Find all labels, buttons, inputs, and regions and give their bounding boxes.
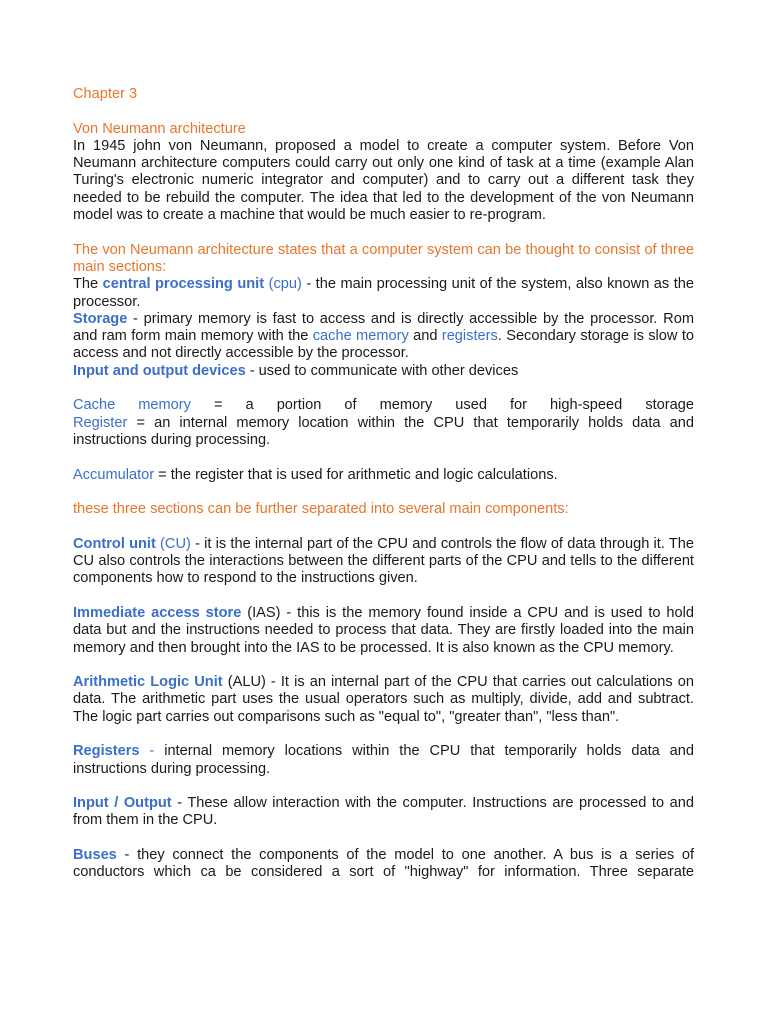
storage-paragraph	[73, 311, 694, 363]
sections-heading: The von Neumann architecture states that a computer system can be thought to consist of three main sections:	[73, 241, 694, 275]
io-text: - used to communicate with other devices	[245, 362, 519, 379]
io-component-text: - These allow interaction with the computer. Instructions are processed to and from them in the CPU.	[73, 795, 694, 829]
cpu-text: - the main processing unit of the system, also known as the processor.	[73, 276, 694, 310]
cu-text: - it is the internal part of the CPU and controls the flow of data through it. The CU also controls the interactions between the different parts of the CPU and tells to the different components how to respond to the instructions given.	[73, 535, 694, 587]
ias-term: Immediate access store	[73, 604, 242, 621]
registers-link: registers	[441, 328, 498, 345]
document-page	[73, 86, 694, 882]
register-text: = an internal memory location within the CPU that temporarily holds data and instructions during processing.	[73, 414, 694, 448]
register-term: Register	[73, 414, 128, 431]
registers-dash: -	[139, 743, 155, 760]
register-definition	[73, 415, 694, 450]
alu-term: Arithmetic Logic Unit	[73, 674, 223, 691]
accumulator-definition	[73, 467, 694, 484]
cpu-term: central processing unit	[102, 276, 265, 293]
registers-term: Registers	[73, 743, 140, 760]
io-component-paragraph	[73, 795, 694, 830]
cpu-paragraph	[73, 276, 694, 311]
chapter-label: Chapter 3	[73, 86, 138, 102]
storage-text-3: . Secondary storage is slow to access and not directly accessible by the processor.	[73, 328, 694, 362]
cu-term: Control unit	[73, 535, 156, 552]
io-term: Input and output devices	[73, 362, 246, 379]
cache-definition	[73, 397, 694, 414]
buses-text: - they connect the components of the model to one another. A bus is a series of conductors which ca be considered a sort of "highway" for information. Three separate	[73, 847, 694, 881]
io-component-term: Input / Output	[73, 795, 172, 812]
cpu-prefix: The	[73, 276, 103, 293]
cache-term: Cache memory	[73, 397, 191, 414]
ias-text: (IAS) - this is the memory found inside a CPU and is used to hold data but and the instructions needed to process that data. They are firstly loaded into the main memory and then brought into the IAS to be processed. It is also known as the CPU memory.	[73, 604, 694, 656]
cache-text: = a portion of memory used for high-speed storage	[190, 397, 694, 414]
storage-term: Storage	[73, 310, 128, 327]
cache-memory-link: cache memory	[312, 328, 409, 345]
cu-abbr: (CU)	[155, 535, 191, 552]
ias-paragraph	[73, 605, 694, 657]
storage-text-1: - primary memory is fast to access and is directly accessible by the processor. Rom and ram form main memory with the	[73, 310, 694, 345]
components-heading: these three sections can be further separated into several main components:	[73, 501, 569, 518]
accumulator-term: Accumulator	[73, 466, 155, 483]
registers-text: internal memory locations within the CPU that temporarily holds data and instructions during processing.	[73, 743, 695, 777]
registers-paragraph	[73, 743, 694, 778]
cu-paragraph	[73, 536, 694, 588]
cpu-abbr: (cpu)	[264, 276, 302, 293]
alu-paragraph	[73, 674, 694, 726]
alu-text: (ALU) - It is an internal part of the CPU that carries out calculations on data. The arithmetic part uses the usual operators such as multiply, divide, add and subtract. The logic part carries out comparisons such as "equal to", "greater than", "less than".	[73, 674, 695, 725]
buses-paragraph	[73, 847, 694, 882]
accumulator-text: = the register that is used for arithmetic and logic calculations.	[154, 466, 558, 483]
intro-paragraph: In 1945 john von Neumann, proposed a model to create a computer system. Before Von Neumann architecture computers could carry out only one kind of task at a time (example Alan Turing's electronic numeric integrator and computer) and to carry out a different task they needed to be rebuild the computer. The idea that led to the development of the von Neumann model was to create a machine that would be much easier to re-program.	[73, 137, 694, 224]
buses-term: Buses	[73, 847, 117, 864]
io-paragraph	[73, 363, 694, 380]
section-heading: Von Neumann architecture	[73, 120, 246, 137]
storage-text-2: and	[408, 328, 442, 345]
